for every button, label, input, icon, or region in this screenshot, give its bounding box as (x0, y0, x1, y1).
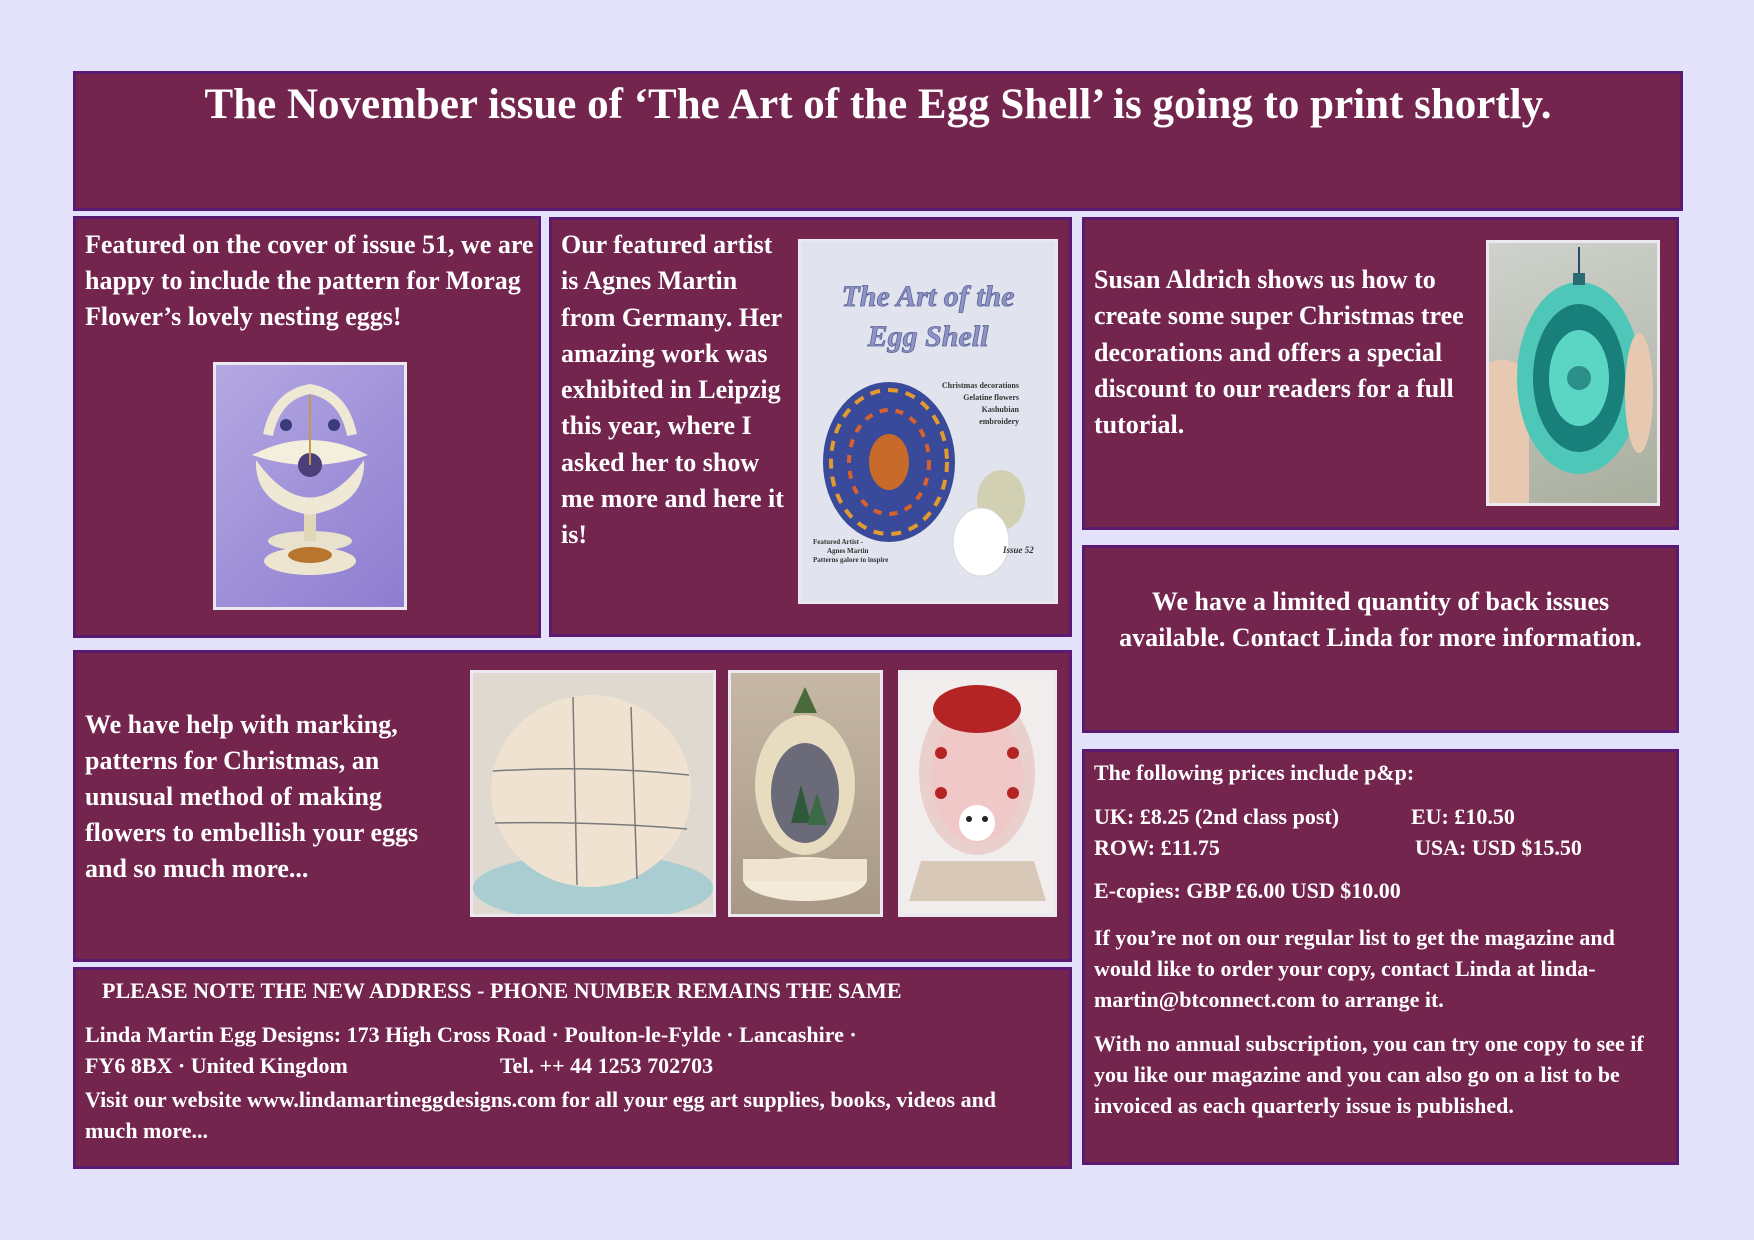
nesting-egg-illustration (216, 365, 404, 607)
cover-content-4: embroidery (979, 417, 1019, 426)
nesting-eggs-photo (213, 362, 407, 610)
christmas-scene-egg-photo (728, 670, 883, 917)
magazine-cover (801, 242, 1055, 601)
prices-heading: The following prices include p&p: (1094, 760, 1415, 785)
price-eu: EU: £10.50 (1411, 804, 1515, 829)
cover-feature-text: Featured on the cover of issue 51, we are happy to include the pattern for Morag Flower’s lovely nesting eggs! (85, 230, 534, 331)
price-ecopies: E-copies: GBP £6.00 USD $10.00 (1094, 878, 1401, 903)
cover-featured-1: Featured Artist - (813, 538, 864, 546)
header-banner (73, 71, 1683, 211)
cover-content-2: Gelatine flowers (963, 393, 1019, 402)
order-info: If you’re not on our regular list to get the magazine and would like to order your copy, contact Linda at linda-martin@btconnect.com to arrange it. (1094, 925, 1615, 1012)
cover-featured-3: Patterns galore to inspire (813, 556, 889, 564)
help-panel (73, 650, 1072, 962)
susan-aldrich-text: Susan Aldrich shows us how to create some super Christmas tree decorations and offers a special discount to our readers for a full tutorial. (1094, 265, 1464, 440)
marked-egg-photo (470, 670, 716, 917)
address-line-1: Linda Martin Egg Designs: 173 High Cross Road · Poulton-le-Fylde · Lancashire · (85, 1022, 857, 1047)
phone-number: Tel. ++ 44 1253 702703 (500, 1053, 714, 1078)
cover-content-1: Christmas decorations (941, 381, 1019, 390)
page-title: The November issue of ‘The Art of the Egg Shell’ is going to print shortly. (204, 81, 1552, 128)
susan-aldrich-panel (1082, 217, 1679, 530)
teal-ornament-illustration (1489, 243, 1657, 503)
prices-panel (1082, 749, 1679, 1165)
address-panel (73, 967, 1072, 1169)
back-issues-text: We have a limited quantity of back issues available. Contact Linda for more information. (1119, 587, 1642, 653)
cover-feature-panel (73, 216, 541, 638)
price-usa: USA: USD $15.50 (1415, 835, 1582, 860)
featured-artist-panel (549, 217, 1072, 637)
featured-artist-text: Our featured artist is Agnes Martin from Germany. Her amazing work was exhibited in Leipzig this year, where I asked her to show me more and here it is! (561, 230, 784, 550)
christmas-ornament-photo (1486, 240, 1660, 506)
address-heading: PLEASE NOTE THE NEW ADDRESS - PHONE NUMBER REMAINS THE SAME (102, 978, 902, 1003)
issue-cover-image (798, 239, 1058, 604)
address-line-2: FY6 8BX · United Kingdom (85, 1053, 348, 1078)
cover-title-1: The Art of the (841, 280, 1015, 313)
subscription-info: With no annual subscription, you can try one copy to see if you like our magazine and you can also go on a list to be invoiced as each quarterly issue is published. (1094, 1031, 1644, 1118)
cover-issue-number: Issue 52 (1003, 545, 1034, 555)
price-uk: UK: £8.25 (2nd class post) (1094, 804, 1340, 829)
christmas-scene-illustration (731, 673, 880, 914)
price-row: ROW: £11.75 (1094, 835, 1220, 860)
help-text: We have help with marking, patterns for Christmas, an unusual method of making flowers to embellish your eggs and so much more... (85, 710, 419, 883)
jewelled-egg-photo (898, 670, 1057, 917)
cover-featured-2: Agnes Martin (827, 547, 869, 555)
website-text: Visit our website www.lindamartineggdesigns.com for all your egg art supplies, books, videos and much more... (85, 1087, 997, 1143)
marked-egg-illustration (473, 673, 713, 914)
cover-content-3: Kashubian (981, 405, 1019, 414)
cover-title-2: Egg Shell (867, 320, 989, 353)
jewelled-egg-illustration (901, 673, 1054, 914)
back-issues-panel (1082, 545, 1679, 733)
